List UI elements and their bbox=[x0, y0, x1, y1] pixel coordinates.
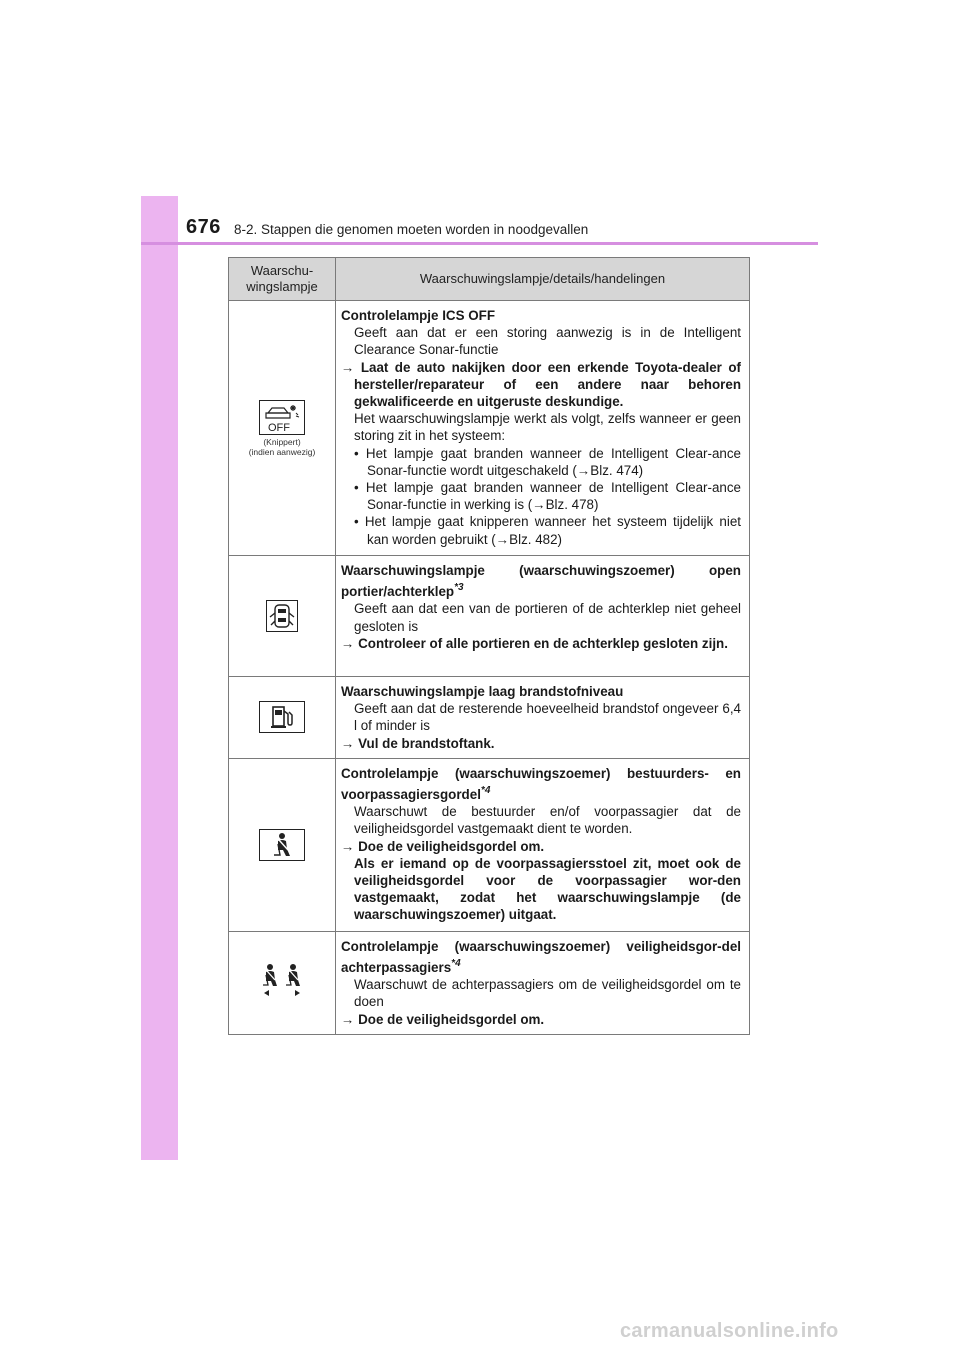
table-row bbox=[229, 931, 750, 1034]
row-action: → Doe de veiligheidsgordel om. bbox=[341, 1011, 545, 1027]
row-title: Controlelampje (waarschuwingszoemer) veiligheidsgor-del achterpassagiers$^{*4}$ bbox=[341, 938, 741, 976]
row-description: Geeft aan dat de resterende hoeveelheid brandstof ongeveer 6,4 l of minder is bbox=[354, 701, 741, 734]
warning-table bbox=[228, 257, 750, 1035]
table-row bbox=[229, 556, 750, 677]
desc-cell bbox=[336, 301, 750, 556]
desc-cell bbox=[336, 758, 750, 931]
icon-cell bbox=[229, 556, 336, 677]
row-description: Geeft aan dat een van de portieren of de achterklep niet geheel gesloten is bbox=[354, 601, 741, 634]
desc-cell bbox=[336, 931, 750, 1034]
seatbelt-icon bbox=[259, 829, 305, 861]
icon-cell bbox=[229, 677, 336, 759]
table-header-row bbox=[229, 258, 750, 301]
row-action: → Controleer of alle portieren en de achterklep gesloten zijn. bbox=[341, 635, 728, 651]
row-description: Waarschuwt de bestuurder en/of voorpassagier dat de veiligheidsgordel vastgemaakt dient te worden. bbox=[354, 804, 741, 837]
row-action-note: Als er iemand op de voorpassagiersstoel zit, moet ook de veiligheidsgordel voor de voorpassagier wor-den vastgemaakt, zodat het waarschuwingslampje (de waarschuwingszoemer) uitgaat. bbox=[354, 855, 741, 923]
row-title: Waarschuwingslampje (waarschuwingszoemer) open portier/achterklep$^{*3}$ bbox=[341, 563, 741, 600]
table-row bbox=[229, 301, 750, 556]
bullet-item: • Het lampje gaat knipperen wanneer het systeem tijdelijk niet kan worden gebruikt (→Blz. 482) bbox=[354, 514, 741, 547]
icon-cell bbox=[229, 931, 336, 1034]
row-action: → Laat de auto nakijken door een erkende Toyota-dealer of hersteller/reparateur of een andere naar behoren gekwalificeerde en uitgeruste deskundige. bbox=[341, 359, 741, 410]
rear-seatbelt-icon bbox=[255, 962, 309, 1003]
header-rule bbox=[141, 242, 818, 245]
icon-caption-blink: (Knippert) bbox=[263, 436, 301, 447]
page-number: 676 bbox=[186, 216, 221, 238]
side-tab bbox=[141, 196, 178, 1160]
header-lamp: Waarschu- wingslampje bbox=[229, 258, 336, 301]
footer-watermark: carmanualsonline.info bbox=[620, 1320, 839, 1342]
icon-cell bbox=[229, 301, 336, 556]
ics-off-icon bbox=[259, 400, 305, 435]
row-title: Waarschuwingslampje laag brandstofniveau bbox=[341, 684, 624, 699]
fuel-pump-icon bbox=[259, 701, 305, 733]
icon-caption-optional: (indien aanwezig) bbox=[248, 446, 316, 457]
row-description: Geeft aan dat er een storing aanwezig is in de Intelligent Clearance Sonar-functie bbox=[354, 325, 741, 358]
section-title: 8-2. Stappen die genomen moeten worden in noodgevallen bbox=[234, 222, 589, 237]
svg-text:OFF: OFF bbox=[268, 421, 290, 434]
row-action: → Vul de brandstoftank. bbox=[341, 735, 495, 751]
row-action: → Doe de veiligheidsgordel om. bbox=[341, 838, 545, 854]
row-description: Waarschuwt de achterpassagiers om de veiligheidsgordel om te doen bbox=[354, 977, 741, 1010]
bullet-item: • Het lampje gaat branden wanneer de Intelligent Clear-ance Sonar-functie wordt uitgeschakeld (→Blz. 474) bbox=[354, 445, 741, 478]
row-note: Het waarschuwingslampje werkt als volgt, zelfs wanneer er geen storing zit in het systeem: bbox=[354, 411, 741, 444]
header-details: Waarschuwingslampje/details/handelingen bbox=[336, 258, 750, 301]
open-door-icon bbox=[266, 600, 298, 632]
icon-cell bbox=[229, 758, 336, 931]
desc-cell bbox=[336, 556, 750, 677]
row-title: Controlelampje (waarschuwingszoemer) bestuurders- en voorpassagiersgordel$^{*4}$ bbox=[341, 765, 741, 803]
table-row bbox=[229, 758, 750, 931]
desc-cell bbox=[336, 677, 750, 759]
table-row bbox=[229, 677, 750, 759]
bullet-item: • Het lampje gaat branden wanneer de Intelligent Clear-ance Sonar-functie in werking is (→Blz. 478) bbox=[354, 480, 741, 513]
row-title: Controlelampje ICS OFF bbox=[341, 308, 496, 323]
